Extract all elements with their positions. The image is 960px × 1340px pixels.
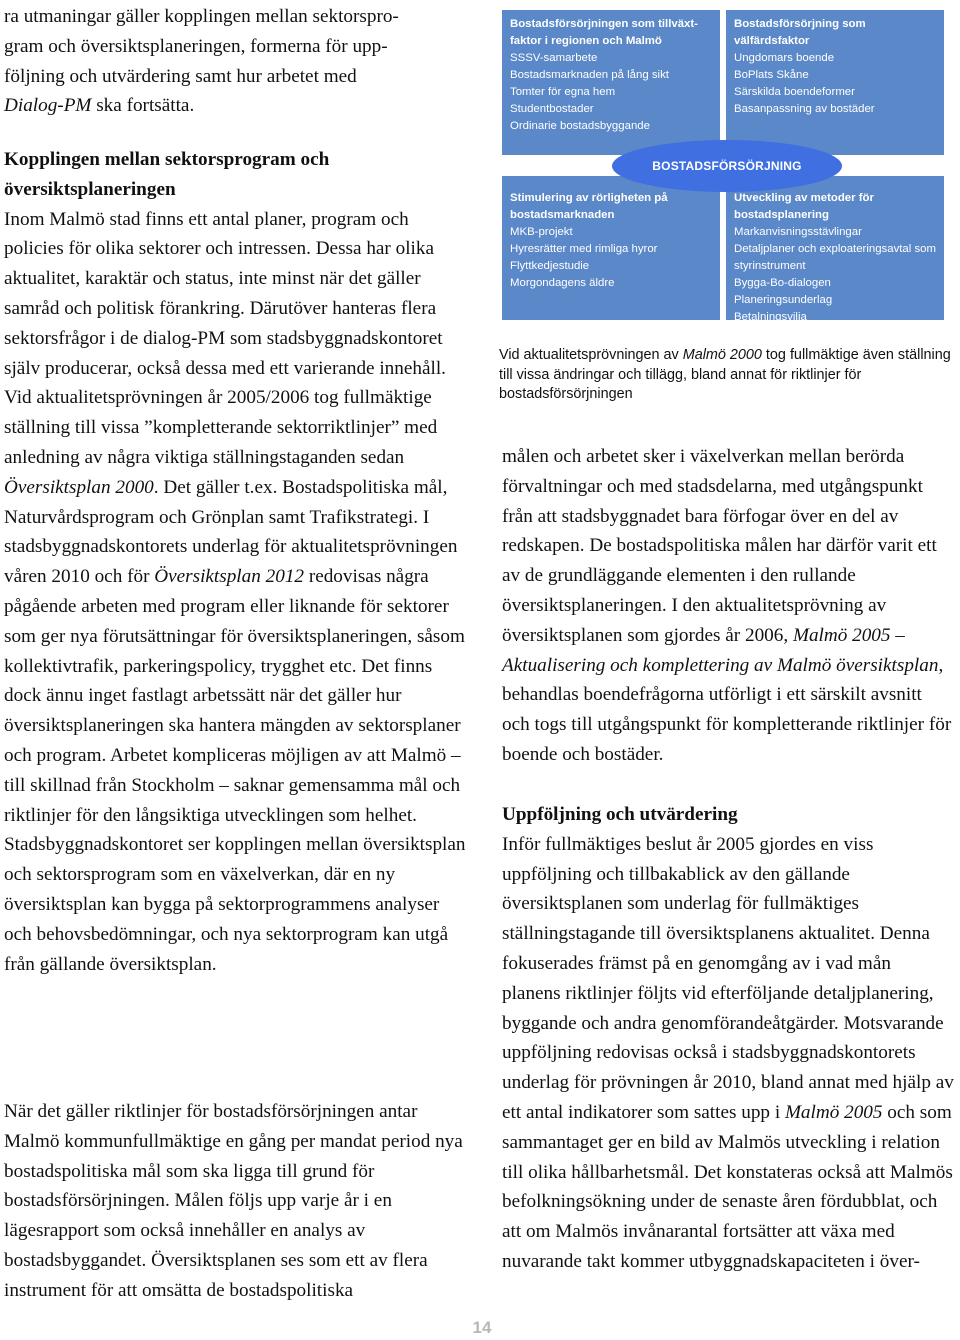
lead-line: ra utmaningar gäller kopplingen mellan sektorspro-	[4, 6, 399, 27]
body-text: Inför fullmäktiges beslut år 2005 gjordes en viss uppföljning och tillbakablick av den gällande översiktsplanen som underlag för fullmäktiges ställningstagande till översiktsplanens aktualitet. Denna fokuserades främst på en genomgång av i vad mån planens riktlinjer följts vid efterföljande detaljplanering, byggande och andra genomförandeåtgärder. Motsvarande uppföljning redovisas också i stadsbyggnadskontorets underlag för prövningen år 2010, bland annat med hjälp av ett antal indikatorer som sattes upp i	[502, 833, 954, 1123]
quadrant-title: Stimulering av rörligheten på bostadsmarknaden	[510, 192, 668, 221]
body-text: . Det gäller t.ex. Bostadspolitiska mål, Naturvårdsprogram och Grönplan samt Trafikstrategi. I stadsbyggnadskontorets underlag för aktualitetsprövningen våren 2010 och för	[4, 476, 458, 588]
bostadsforsorjning-diagram	[502, 10, 944, 323]
caption-italic: Malmö 2000	[682, 347, 762, 363]
lead-rest: ska fortsätta.	[91, 95, 195, 117]
quadrant-item: Bygga-Bo-dialogen	[734, 277, 831, 289]
body-text: och som sammantaget ger en bild av Malmös utveckling i relation till olika hållbarhetsmål. Det konstateras också att Malmös befolkningsökning under de senaste åren fördubblat, och att om Malmös invånarantal fortsätter att växa med nuvarande takt kommer utbyggnadskapaciteten i över-	[502, 1101, 953, 1272]
quadrant-item: Basanpassning av bostäder	[734, 103, 875, 115]
figure-caption	[499, 346, 954, 405]
quadrant-bottom-left	[502, 176, 720, 320]
body-text: målen och arbetet sker i växelverkan mellan berörda förvaltningar och med stadsdelarna, med utgångspunkt från att stadsbyggnadet bara förfogar över en del av redskapen. De bostadspolitiska målen har därför varit ett av de grundläggande elementen i den rullande översiktsplaneringen. I den aktualitetsprövning av översiktsplanen som gjordes år 2006,	[502, 446, 937, 646]
section-koppling	[4, 145, 466, 979]
quadrant-title: Utveckling av metoder för bostadsplanering	[734, 192, 874, 221]
italic-title: Översiktsplan 2000	[4, 476, 154, 498]
lead-line: gram och översiktsplaneringen, formerna för upp-	[4, 35, 388, 57]
quadrant-item: Tomter för egna hem	[510, 86, 616, 98]
body-paragraph-right	[502, 442, 954, 770]
quadrant-item: Ordinarie bostadsbyggande	[510, 120, 650, 132]
lead-line	[4, 91, 399, 121]
italic-title: Översiktsplan 2012	[154, 566, 305, 588]
body-paragraph	[502, 830, 954, 1277]
caption-text: Vid aktualitetsprövningen av	[499, 347, 683, 363]
italic-title: Malmö 2005 – Aktualisering och komplettering av Malmö översiktsplan	[502, 624, 939, 676]
lead-paragraph	[4, 2, 399, 121]
quadrant-item: Särskilda boendeformer	[734, 86, 855, 98]
quadrant-item: MKB-projekt	[510, 226, 573, 238]
quadrant-item: Bostadsmarknaden på lång sikt	[510, 69, 669, 81]
quadrant-top-left	[502, 10, 720, 155]
section-heading: Kopplingen mellan sektorsprogram och	[4, 149, 330, 170]
section-heading: Uppföljning och utvärdering	[502, 804, 738, 825]
body-paragraph	[4, 205, 466, 980]
body-text: Inom Malmö stad finns ett antal planer, program och policies för olika sektorer och intressen. Dessa har olika aktualitet, karaktär och status, inte minst när det gäller samråd och politisk förankring. Därutöver hanteras flera sektorsfrågor i de dialog-PM som stadsbyggnadskontoret själv producerar, också dessa med ett varierande innehåll. Vid aktualitetsprövningen år 2005/2006 tog fullmäktige ställning till vissa ”kompletterande sektorriktlinjer” med anledning av några viktiga ställningstaganden sedan	[4, 208, 446, 468]
body-text: redovisas några pågående arbeten med program eller liknande för sektorer som ger nya förutsättningar för översiktsplaneringen, såsom kollektivtrafik, parkeringspolicy, trygghet etc. Det finns dock ännu inget fastlagt arbetssätt när det gäller hur översiktsplaneringen ska hantera mängden av sektorsplaner och program. Arbetet kompliceras möjligen av att Malmö – till skillnad från Stockholm – saknar gemensamma mål och riktlinjer för den långsiktiga utvecklingen som helhet. Stadsbyggnadskontoret ser kopplingen mellan översiktsplan och sektorsprogram som en växelverkan, där en ny översiktsplan kan bygga på sektorprogrammens analyser och behovsbedömningar, och nya sektorprogram kan utgå från gällande översiktsplan.	[4, 566, 466, 975]
quadrant-title: Bostadsförsörjningen som tillväxt-faktor i regionen och Malmö	[510, 18, 698, 47]
lead-line: följning och utvärdering samt hur arbetet med	[4, 65, 357, 87]
body-paragraph-bostad	[4, 1097, 466, 1306]
body-text: När det gäller riktlinjer för bostadsförsörjningen antar Malmö kommunfullmäktige en gång per mandat period nya bostadspolitiska mål som ska ligga till grund för bostadsförsörjningen. Målen följs upp varje år i en lägesrapport som också innehåller en analys av bostadsbyggandet. Översiktsplanen ses som ett av flera instrument för att omsätta de bostadspolitiska	[4, 1101, 463, 1301]
quadrant-item: Studentbostader	[510, 103, 594, 115]
quadrant-item: Detaljplaner och exploateringsavtal som styrinstrument	[734, 243, 936, 272]
quadrant-title: Bostadsförsörjning som välfärdsfaktor	[734, 18, 866, 47]
section-heading-line2: översiktsplaneringen	[4, 178, 176, 200]
center-label: BOSTADSFÖRSÖRJNING	[652, 159, 802, 173]
body-paragraph	[502, 442, 954, 770]
quadrant-item: Ungdomars boende	[734, 52, 835, 64]
quadrant-item: SSSV-samarbete	[510, 52, 598, 64]
body-text: , behandlas boendefrågorna utförligt i ett särskilt avsnitt och togs till utgångspunkt för kompletterande riktlinjer för boende och bostäder.	[502, 654, 952, 765]
quadrant-item: Flyttkedjestudie	[510, 260, 590, 272]
center-ellipse	[612, 140, 842, 192]
page-number: 14	[472, 1318, 492, 1337]
quadrant-item: Hyresrätter med rimliga hyror	[510, 243, 658, 255]
quadrant-item: BoPlats Skåne	[734, 69, 809, 81]
quadrant-item: Planeringsunderlag	[734, 294, 833, 306]
quadrant-bottom-right	[726, 176, 944, 323]
section-uppfoljning	[502, 800, 954, 1277]
italic-title: Malmö 2005	[784, 1101, 883, 1123]
quadrant-item: Morgondagens äldre	[510, 277, 615, 289]
quadrant-item: Betalningsvilja	[734, 311, 807, 323]
caption-text: tog fullmäktige även ställning till vissa ändringar och tillägg, bland annat för riktlinjer för bostadsförsörjningen	[499, 347, 951, 402]
quadrant-item: Markanvisningsstävlingar	[734, 226, 862, 238]
lead-italic: Dialog-PM	[4, 95, 92, 117]
quadrant-top-right	[726, 10, 944, 155]
